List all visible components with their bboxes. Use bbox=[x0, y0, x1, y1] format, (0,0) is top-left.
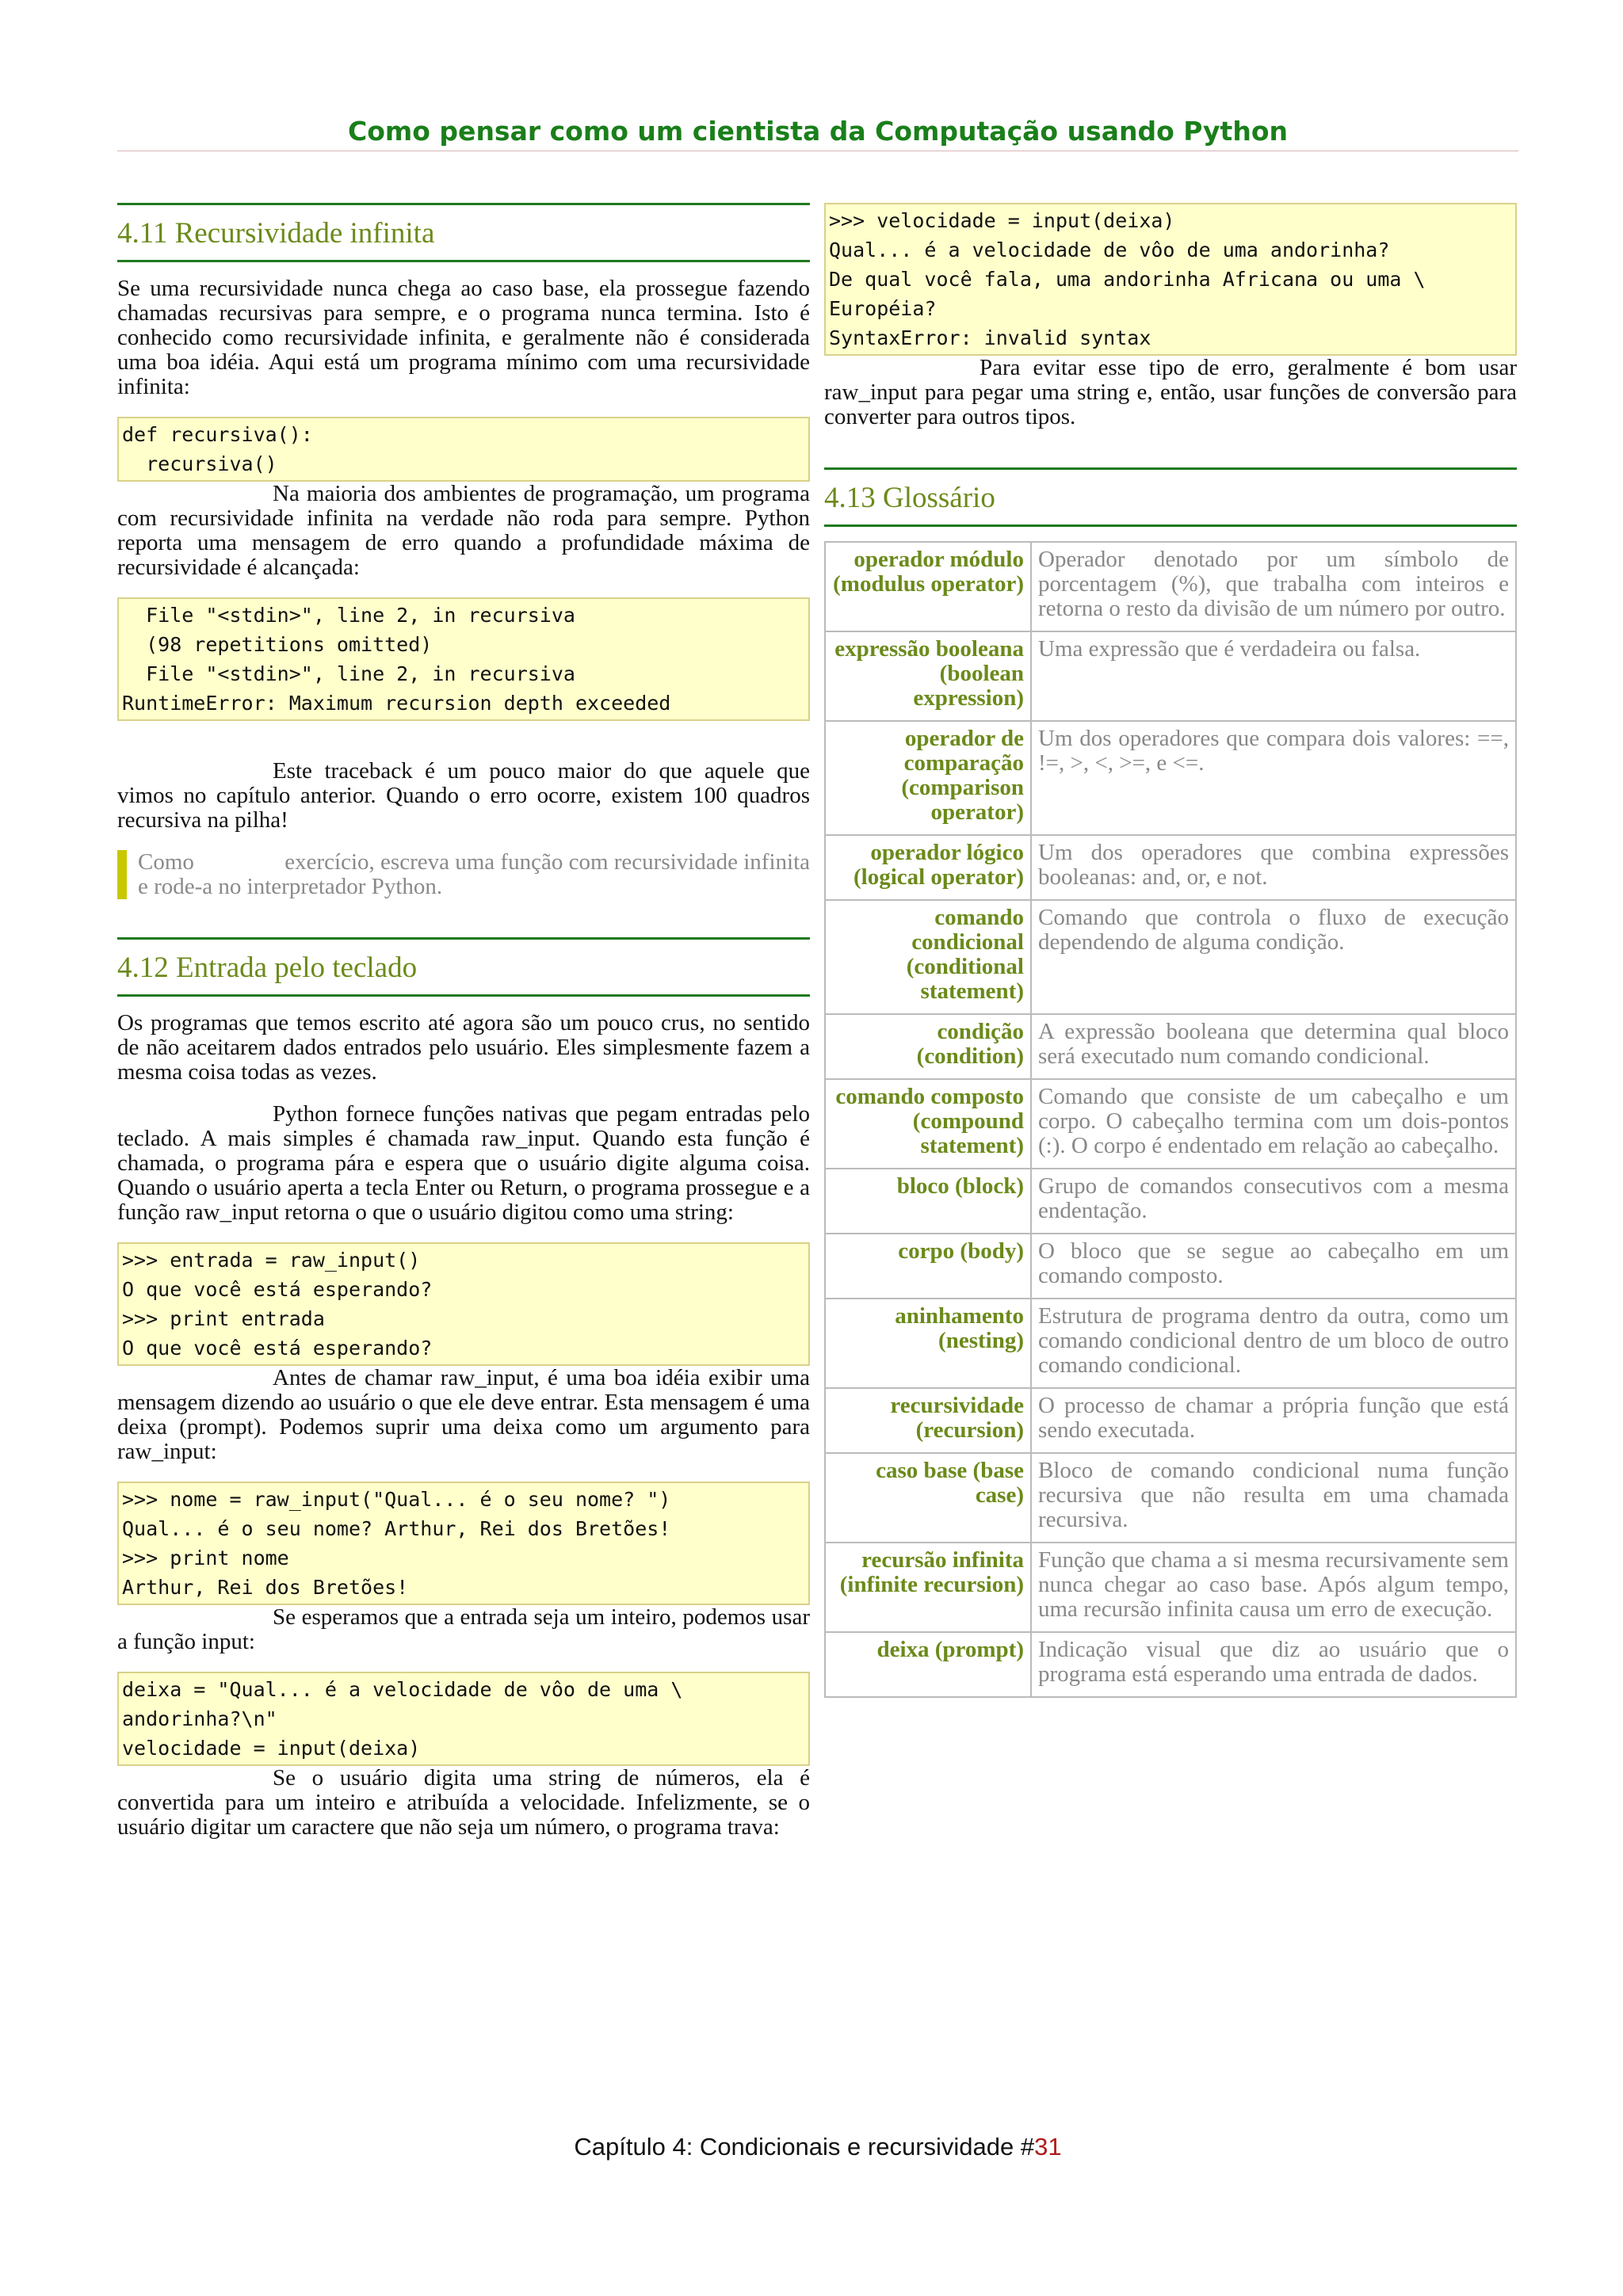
glossary-term: aninhamento (nesting) bbox=[825, 1299, 1031, 1388]
glossary-definition: Um dos operadores que compara dois valores: ==, !=, >, <, >=, e <=. bbox=[1031, 721, 1516, 835]
glossary-definition: Comando que controla o fluxo de execução dependendo de alguma condição. bbox=[1031, 900, 1516, 1014]
glossary-row bbox=[825, 1169, 1516, 1234]
paragraph: Na maioria dos ambientes de programação, um programa com recursividade infinita na verdade não roda para sempre. Python reporta uma mensagem de erro quando a profundidade máxima de recursividade é alcançada: bbox=[117, 481, 810, 580]
glossary-table bbox=[824, 541, 1517, 1698]
glossary-row bbox=[825, 900, 1516, 1014]
paragraph: Antes de chamar raw_input, é uma boa idéia exibir uma mensagem dizendo ao usuário o que ele deve entrar. Esta mensagem é uma deixa (prompt). Podemos suprir uma deixa como um argumento para raw_input: bbox=[117, 1365, 810, 1464]
code-block: >>> velocidade = input(deixa) Qual... é a velocidade de vôo de uma andorinha? De qual você fala, uma andorinha Africana ou uma \ Européia? SyntaxError: invalid syntax bbox=[824, 203, 1517, 356]
glossary-row bbox=[825, 835, 1516, 900]
glossary-definition: Estrutura de programa dentro da outra, como um comando condicional dentro de um bloco de outro comando condicional. bbox=[1031, 1299, 1516, 1388]
code-block: def recursiva(): recursiva() bbox=[117, 417, 810, 482]
glossary-term: operador lógico (logical operator) bbox=[825, 835, 1031, 900]
glossary-row bbox=[825, 631, 1516, 721]
glossary-term: caso base (base case) bbox=[825, 1453, 1031, 1543]
glossary-term: corpo (body) bbox=[825, 1234, 1031, 1299]
glossary-row bbox=[825, 1299, 1516, 1388]
code-block: >>> nome = raw_input("Qual... é o seu nome? ") Qual... é o seu nome? Arthur, Rei dos Bretões! >>> print nome Arthur, Rei dos Bretões! bbox=[117, 1482, 810, 1605]
code-block: File "<stdin>", line 2, in recursiva (98 repetitions omitted) File "<stdin>", line 2, in recursiva RuntimeError: Maximum recursion depth exceeded bbox=[117, 597, 810, 721]
right-column bbox=[824, 203, 1517, 1698]
code-block: >>> entrada = raw_input() O que você está esperando? >>> print entrada O que você está esperando? bbox=[117, 1242, 810, 1366]
page-footer bbox=[117, 2133, 1518, 2161]
exercise-text: exercício, escreva uma função com recursividade infinita e rode-a no interpretador Python. bbox=[138, 849, 810, 899]
glossary-term: recursão infinita (infinite recursion) bbox=[825, 1543, 1031, 1632]
glossary-row bbox=[825, 1632, 1516, 1697]
glossary-definition: Bloco de comando condicional numa função recursiva que não resulta em uma chamada recursiva. bbox=[1031, 1453, 1516, 1543]
exercise-first-word: Como bbox=[138, 849, 194, 875]
glossary-definition: Indicação visual que diz ao usuário que o programa está esperando uma entrada de dados. bbox=[1031, 1632, 1516, 1697]
footer-chapter: Capítulo 4: Condicionais e recursividade # bbox=[574, 2133, 1035, 2161]
glossary-definition: O processo de chamar a própria função que está sendo executada. bbox=[1031, 1388, 1516, 1453]
glossary-term: deixa (prompt) bbox=[825, 1632, 1031, 1697]
glossary-term: operador módulo (modulus operator) bbox=[825, 542, 1031, 631]
section-title-4-13: 4.13 Glossário bbox=[824, 467, 1517, 527]
glossary-term: comando composto (compound statement) bbox=[825, 1079, 1031, 1169]
glossary-definition: A expressão booleana que determina qual bloco será executado num comando condicional. bbox=[1031, 1014, 1516, 1079]
glossary-term: expressão booleana (boolean expression) bbox=[825, 631, 1031, 721]
glossary-row bbox=[825, 1388, 1516, 1453]
glossary-definition: Um dos operadores que combina expressões booleanas: and, or, e not. bbox=[1031, 835, 1516, 900]
paragraph: Se o usuário digita uma string de números, ela é convertida para um inteiro e atribuída a velocidade. Infelizmente, se o usuário digitar um caractere que não seja um número, o programa trava: bbox=[117, 1765, 810, 1840]
glossary-row bbox=[825, 721, 1516, 835]
glossary-row bbox=[825, 1234, 1516, 1299]
paragraph: Para evitar esse tipo de erro, geralmente é bom usar raw_input para pegar uma string e, então, usar funções de conversão para converter para outros tipos. bbox=[824, 355, 1517, 429]
exercise-box bbox=[117, 850, 810, 899]
paragraph: Este traceback é um pouco maior do que aquele que vimos no capítulo anterior. Quando o erro ocorre, existem 100 quadros recursiva na pilha! bbox=[117, 758, 810, 833]
glossary-term: condição (condition) bbox=[825, 1014, 1031, 1079]
glossary-term: operador de comparação (comparison operator) bbox=[825, 721, 1031, 835]
glossary-definition: Função que chama a si mesma recursivamente sem nunca chegar ao caso base. Após algum tempo, uma recursão infinita causa um erro de execução. bbox=[1031, 1543, 1516, 1632]
glossary-term: comando condicional (conditional statement) bbox=[825, 900, 1031, 1014]
running-header: Como pensar como um cientista da Computação usando Python bbox=[348, 116, 1288, 147]
glossary-definition: O bloco que se segue ao cabeçalho em um comando composto. bbox=[1031, 1234, 1516, 1299]
glossary-term: recursividade (recursion) bbox=[825, 1388, 1031, 1453]
paragraph: Os programas que temos escrito até agora são um pouco crus, no sentido de não aceitarem dados entrados pelo usuário. Eles simplesmente fazem a mesma coisa todas as vezes. bbox=[117, 1010, 810, 1085]
glossary-row bbox=[825, 1079, 1516, 1169]
paragraph: Python fornece funções nativas que pegam entradas pelo teclado. A mais simples é chamada raw_input. Quando esta função é chamada, o programa pára e espera que o usuário digite alguma coisa. Quando o usuário aperta a tecla Enter ou Return, o programa prossegue e a função raw_input retorna o que o usuário digitou como uma string: bbox=[117, 1101, 810, 1225]
code-block: deixa = "Qual... é a velocidade de vôo de uma \ andorinha?\n" velocidade = input(deixa) bbox=[117, 1672, 810, 1766]
paragraph: Se esperamos que a entrada seja um inteiro, podemos usar a função input: bbox=[117, 1604, 810, 1654]
glossary-row bbox=[825, 1014, 1516, 1079]
glossary-row bbox=[825, 1543, 1516, 1632]
glossary-definition: Grupo de comandos consecutivos com a mesma endentação. bbox=[1031, 1169, 1516, 1234]
left-column bbox=[117, 203, 810, 1840]
page-number: 31 bbox=[1034, 2133, 1062, 2161]
section-title-4-11: 4.11 Recursividade infinita bbox=[117, 203, 810, 262]
glossary-definition: Comando que consiste de um cabeçalho e um corpo. O cabeçalho termina com um dois-pontos (:). O corpo é endentado em relação ao cabeçalho. bbox=[1031, 1079, 1516, 1169]
paragraph: Se uma recursividade nunca chega ao caso base, ela prossegue fazendo chamadas recursivas para sempre, e o programa nunca termina. Isto é conhecido como recursividade infinita, e geralmente não é considerada uma boa idéia. Aqui está um programa mínimo com uma recursividade infinita: bbox=[117, 276, 810, 399]
section-title-4-12: 4.12 Entrada pelo teclado bbox=[117, 937, 810, 997]
glossary-definition: Operador denotado por um símbolo de porcentagem (%), que trabalha com inteiros e retorna o resto da divisão de um número por outro. bbox=[1031, 542, 1516, 631]
glossary-definition: Uma expressão que é verdadeira ou falsa. bbox=[1031, 631, 1516, 721]
glossary-row bbox=[825, 1453, 1516, 1543]
glossary-row bbox=[825, 542, 1516, 631]
glossary-term: bloco (block) bbox=[825, 1169, 1031, 1234]
